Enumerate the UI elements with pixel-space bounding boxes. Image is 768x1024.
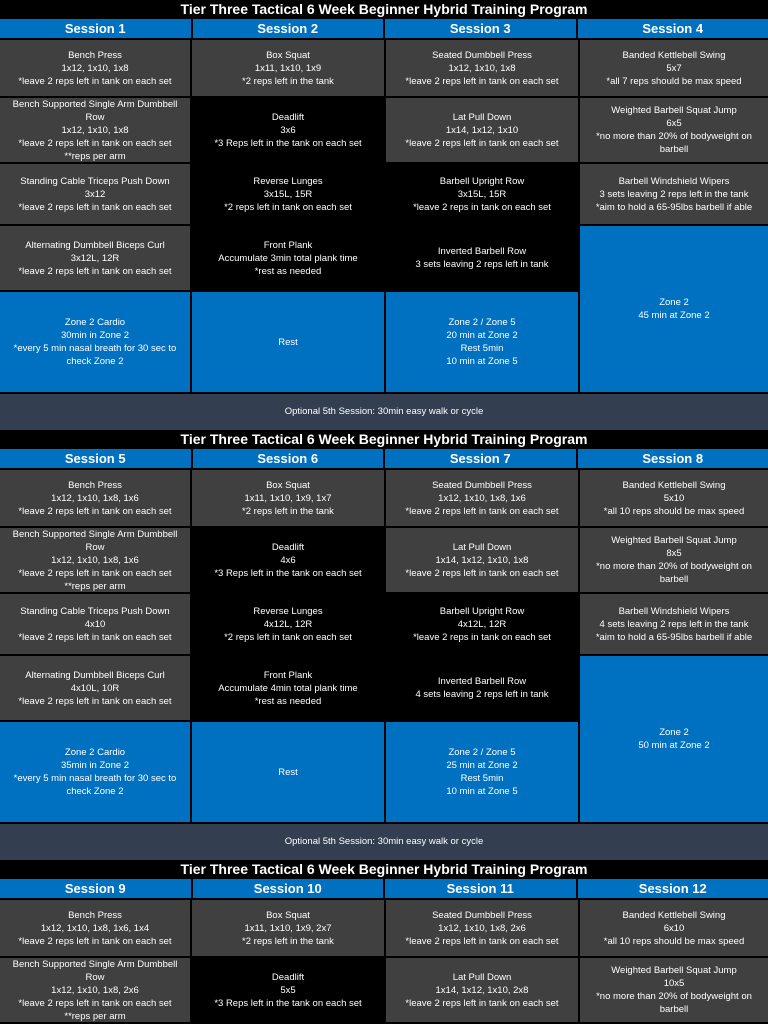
cell-line: 1x12, 1x10, 1x8, 1x6 <box>438 492 526 504</box>
cell-line: Barbell Upright Row <box>439 175 525 187</box>
cell-line: Rest 5min <box>460 343 504 354</box>
cell-line: Rest <box>278 336 298 348</box>
cell-line: *all 7 reps should be max speed <box>606 75 742 87</box>
cell-line: Zone 2 <box>659 297 689 308</box>
cell-line: Rest 5min <box>460 773 504 784</box>
cell-line: Bench Supported Single Arm Dumbbell Row <box>12 958 178 983</box>
session-header: Session 3 <box>385 19 578 38</box>
cell-line: *leave 2 reps left in tank on each set <box>18 75 172 87</box>
exercise-cell <box>0 656 190 720</box>
session-grid <box>0 38 768 392</box>
cell-line: *every 5 min nasal breath for 30 sec to check Zone 2 <box>13 773 177 797</box>
cell-line: Alternating Dumbbell Biceps Curl <box>25 669 165 681</box>
cell-line: *all 10 reps should be max speed <box>603 505 745 517</box>
exercise-cell <box>0 900 190 956</box>
cell-line: *3 Reps left in the tank on each set <box>214 997 362 1009</box>
cell-line: **reps per arm <box>64 150 126 162</box>
cell-line: *leave 2 reps left in tank on each set <box>405 75 559 87</box>
cell-line: Reverse Lunges <box>253 605 323 617</box>
cell-line: 1x12, 1x10, 1x8, 2x6 <box>51 984 139 996</box>
exercise-cell <box>192 164 384 224</box>
exercise-cell <box>0 40 190 96</box>
cell-line: *no more than 20% of bodyweight on barbell <box>596 131 752 155</box>
cell-line: 5x7 <box>666 62 682 74</box>
cell-line: 6x10 <box>663 922 685 934</box>
cell-line: *2 reps left in the tank <box>242 935 334 947</box>
cell-line: *aim to hold a 65-95lbs barbell if able <box>595 201 753 213</box>
cell-line: *3 Reps left in the tank on each set <box>214 137 362 149</box>
cell-line: *leave 2 reps left in tank on each set <box>405 567 559 579</box>
cell-line: *leave 2 reps left in tank on each set <box>18 137 172 149</box>
exercise-cell <box>192 900 384 956</box>
cell-line: 1x14, 1x12, 1x10, 1x8 <box>435 554 529 566</box>
exercise-cell <box>386 958 578 1022</box>
cell-line: 1x12, 1x10, 1x8, 1x6 <box>51 492 139 504</box>
cell-line: Zone 2 / Zone 5 <box>448 747 516 758</box>
cell-line: 3x15L, 15R <box>263 188 313 200</box>
cell-line: Front Plank <box>263 239 313 251</box>
exercise-cell <box>580 528 768 592</box>
exercise-cell <box>0 722 190 822</box>
cell-line: Standing Cable Triceps Push Down <box>20 175 170 187</box>
zone-cell <box>580 656 768 822</box>
cell-line: Weighted Barbell Squat Jump <box>611 535 737 546</box>
exercise-cell <box>192 226 384 290</box>
cell-line: 3 sets leaving 2 reps left in the tank <box>599 188 749 200</box>
cell-line: Lat Pull Down <box>452 971 512 983</box>
cell-line: Barbell Windshield Wipers <box>618 605 730 617</box>
cell-line: 3x12L, 12R <box>70 252 120 264</box>
cell-line: Weighted Barbell Squat Jump <box>611 105 737 116</box>
cell-line: *leave 2 reps in tank on each set <box>413 631 551 643</box>
session-header: Session 12 <box>578 879 768 898</box>
cell-line: Zone 2 Cardio <box>64 747 126 758</box>
cell-line: 4x6 <box>280 554 296 566</box>
cell-line: *rest as needed <box>254 695 322 707</box>
exercise-cell <box>386 98 578 162</box>
cell-line: 1x12, 1x10, 1x8, 1x6, 1x4 <box>40 922 150 934</box>
cell-line: Banded Kettlebell Swing <box>622 49 726 61</box>
cell-line: Banded Kettlebell Swing <box>622 479 726 491</box>
cell-line: **reps per arm <box>64 580 126 592</box>
exercise-cell <box>192 470 384 526</box>
cell-line: *leave 2 reps left in tank on each set <box>18 695 172 707</box>
cell-line: Box Squat <box>266 909 310 921</box>
exercise-cell <box>580 958 768 1022</box>
cell-line: 35min in Zone 2 <box>60 760 130 771</box>
cell-line: Accumulate 3min total plank time <box>218 252 358 264</box>
cell-line: *3 Reps left in the tank on each set <box>214 567 362 579</box>
session-header: Session 11 <box>385 879 578 898</box>
session-header: Session 9 <box>0 879 193 898</box>
cell-line: *leave 2 reps left in tank on each set <box>405 137 559 149</box>
cell-line: 25 min at Zone 2 <box>446 760 518 771</box>
optional-session-note: Optional 5th Session: 30min easy walk or cycle <box>0 392 768 430</box>
cell-line: 10x5 <box>663 978 685 989</box>
cell-line: Reverse Lunges <box>253 175 323 187</box>
cell-line: Bench Supported Single Arm Dumbbell Row <box>12 98 178 123</box>
cell-line: 1x11, 1x10, 1x9 <box>254 62 322 74</box>
program-title: Tier Three Tactical 6 Week Beginner Hybrid Training Program <box>0 860 768 879</box>
program-title: Tier Three Tactical 6 Week Beginner Hybrid Training Program <box>0 0 768 19</box>
exercise-cell <box>580 470 768 526</box>
exercise-cell <box>386 722 578 822</box>
exercise-cell <box>192 98 384 162</box>
exercise-cell <box>386 594 578 654</box>
cell-line: *leave 2 reps left in tank on each set <box>405 997 559 1009</box>
cell-line: *2 reps left in the tank <box>242 75 334 87</box>
exercise-cell <box>386 226 578 290</box>
cell-line: Box Squat <box>266 49 310 61</box>
cell-line: 6x5 <box>666 118 682 129</box>
cell-line: *no more than 20% of bodyweight on barbell <box>596 561 752 585</box>
cell-line: 3x15L, 15R <box>457 188 507 200</box>
cell-line: 1x11, 1x10, 1x9, 2x7 <box>244 922 332 934</box>
cell-line: 4 sets leaving 2 reps left in tank <box>415 689 549 700</box>
cell-line: *leave 2 reps left in tank on each set <box>405 505 559 517</box>
exercise-cell <box>0 528 190 592</box>
cell-line: 45 min at Zone 2 <box>638 310 710 321</box>
exercise-cell <box>192 40 384 96</box>
cell-line: 1x12, 1x10, 1x8, 2x6 <box>438 922 526 934</box>
zone-cell <box>580 226 768 392</box>
cell-line: Deadlift <box>271 541 305 553</box>
cell-line: **reps per arm <box>64 1010 126 1022</box>
cell-line: Barbell Windshield Wipers <box>618 175 730 187</box>
cell-line: 10 min at Zone 5 <box>446 786 518 797</box>
cell-line: 5x5 <box>280 984 296 996</box>
cell-line: Alternating Dumbbell Biceps Curl <box>25 239 165 251</box>
exercise-cell <box>386 164 578 224</box>
cell-line: *leave 2 reps left in tank on each set <box>18 935 172 947</box>
session-header-row <box>0 19 768 38</box>
exercise-cell <box>192 656 384 720</box>
cell-line: 8x5 <box>666 548 682 559</box>
cell-line: 1x12, 1x10, 1x8 <box>61 62 129 74</box>
cell-line: Bench Supported Single Arm Dumbbell Row <box>12 528 178 553</box>
session-header: Session 6 <box>193 449 386 468</box>
session-header: Session 7 <box>385 449 578 468</box>
cell-line: Seated Dumbbell Press <box>432 909 532 921</box>
cell-line: 30min in Zone 2 <box>60 330 130 341</box>
program-block <box>0 430 768 860</box>
session-grid <box>0 468 768 822</box>
cell-line: Zone 2 Cardio <box>64 317 126 328</box>
exercise-cell <box>0 594 190 654</box>
exercise-cell <box>0 958 190 1022</box>
optional-session-note: Optional 5th Session: 30min easy walk or cycle <box>0 822 768 860</box>
cell-line: Deadlift <box>271 971 305 983</box>
cell-line: 1x12, 1x10, 1x8 <box>61 124 129 136</box>
cell-line: 4x10 <box>84 618 106 630</box>
exercise-cell <box>386 40 578 96</box>
cell-line: *leave 2 reps left in tank on each set <box>18 997 172 1009</box>
cell-line: 20 min at Zone 2 <box>446 330 518 341</box>
cell-line: Seated Dumbbell Press <box>432 49 532 61</box>
session-header-row <box>0 449 768 468</box>
exercise-cell <box>0 292 190 392</box>
exercise-cell <box>192 594 384 654</box>
cell-line: *leave 2 reps left in tank on each set <box>405 935 559 947</box>
exercise-cell <box>386 656 578 720</box>
cell-line: Banded Kettlebell Swing <box>622 909 726 921</box>
session-grid <box>0 898 768 1022</box>
cell-line: Box Squat <box>266 479 310 491</box>
cell-line: *leave 2 reps left in tank on each set <box>18 567 172 579</box>
cell-line: 5x10 <box>663 492 685 504</box>
program-title: Tier Three Tactical 6 Week Beginner Hybrid Training Program <box>0 430 768 449</box>
cell-line: 1x12, 1x10, 1x8, 1x6 <box>51 554 139 566</box>
cell-line: Deadlift <box>271 111 305 123</box>
cell-line: *leave 2 reps left in tank on each set <box>18 265 172 277</box>
exercise-cell <box>192 292 384 392</box>
cell-line: Rest <box>278 766 298 778</box>
cell-line: Seated Dumbbell Press <box>432 479 532 491</box>
cell-line: Inverted Barbell Row <box>437 676 527 687</box>
cell-line: Inverted Barbell Row <box>437 246 527 257</box>
cell-line: 1x14, 1x12, 1x10 <box>445 124 519 136</box>
cell-line: Bench Press <box>68 49 122 61</box>
cell-line: *leave 2 reps left in tank on each set <box>18 631 172 643</box>
cell-line: Bench Press <box>68 479 122 491</box>
cell-line: 4x12L, 12R <box>263 618 313 630</box>
program-block <box>0 860 768 1022</box>
cell-line: 1x12, 1x10, 1x8 <box>448 62 516 74</box>
exercise-cell <box>580 98 768 162</box>
session-header: Session 10 <box>193 879 386 898</box>
exercise-cell <box>192 958 384 1022</box>
cell-line: *aim to hold a 65-95lbs barbell if able <box>595 631 753 643</box>
cell-line: *leave 2 reps in tank on each set <box>413 201 551 213</box>
exercise-cell <box>386 470 578 526</box>
cell-line: 3x12 <box>84 188 106 200</box>
cell-line: Lat Pull Down <box>452 111 512 123</box>
session-header: Session 2 <box>193 19 386 38</box>
program-block <box>0 0 768 430</box>
exercise-cell <box>0 164 190 224</box>
exercise-cell <box>580 900 768 956</box>
cell-line: 1x11, 1x10, 1x9, 1x7 <box>244 492 332 504</box>
cell-line: Zone 2 <box>659 727 689 738</box>
cell-line: 10 min at Zone 5 <box>446 356 518 367</box>
exercise-cell <box>0 98 190 162</box>
session-header: Session 5 <box>0 449 193 468</box>
cell-line: Zone 2 / Zone 5 <box>448 317 516 328</box>
exercise-cell <box>386 900 578 956</box>
cell-line: 4 sets leaving 2 reps left in the tank <box>599 618 749 630</box>
cell-line: *rest as needed <box>254 265 322 277</box>
cell-line: *no more than 20% of bodyweight on barbell <box>596 991 752 1015</box>
cell-line: *2 reps left in tank on each set <box>224 631 352 643</box>
session-header: Session 1 <box>0 19 193 38</box>
exercise-cell <box>0 226 190 290</box>
cell-line: *2 reps left in tank on each set <box>224 201 352 213</box>
cell-line: 50 min at Zone 2 <box>638 740 710 751</box>
exercise-cell <box>192 722 384 822</box>
cell-line: 4x10L, 10R <box>70 682 120 694</box>
cell-line: *all 10 reps should be max speed <box>603 935 745 947</box>
cell-line: Weighted Barbell Squat Jump <box>611 965 737 976</box>
cell-line: *every 5 min nasal breath for 30 sec to check Zone 2 <box>13 343 177 367</box>
exercise-cell <box>386 292 578 392</box>
cell-line: 1x14, 1x12, 1x10, 2x8 <box>435 984 529 996</box>
cell-line: *2 reps left in the tank <box>242 505 334 517</box>
session-header: Session 8 <box>578 449 768 468</box>
cell-line: 4x12L, 12R <box>457 618 507 630</box>
cell-line: Barbell Upright Row <box>439 605 525 617</box>
session-header: Session 4 <box>578 19 768 38</box>
cell-line: *leave 2 reps left in tank on each set <box>18 201 172 213</box>
cell-line: *leave 2 reps left in tank on each set <box>18 505 172 517</box>
exercise-cell <box>580 594 768 654</box>
exercise-cell <box>0 470 190 526</box>
exercise-cell <box>580 164 768 224</box>
exercise-cell <box>192 528 384 592</box>
cell-line: Standing Cable Triceps Push Down <box>20 605 170 617</box>
exercise-cell <box>580 40 768 96</box>
cell-line: Lat Pull Down <box>452 541 512 553</box>
cell-line: Bench Press <box>68 909 122 921</box>
cell-line: Accumulate 4min total plank time <box>218 682 358 694</box>
cell-line: Front Plank <box>263 669 313 681</box>
session-header-row <box>0 879 768 898</box>
cell-line: 3x6 <box>280 124 296 136</box>
cell-line: 3 sets leaving 2 reps left in tank <box>415 259 549 270</box>
exercise-cell <box>386 528 578 592</box>
